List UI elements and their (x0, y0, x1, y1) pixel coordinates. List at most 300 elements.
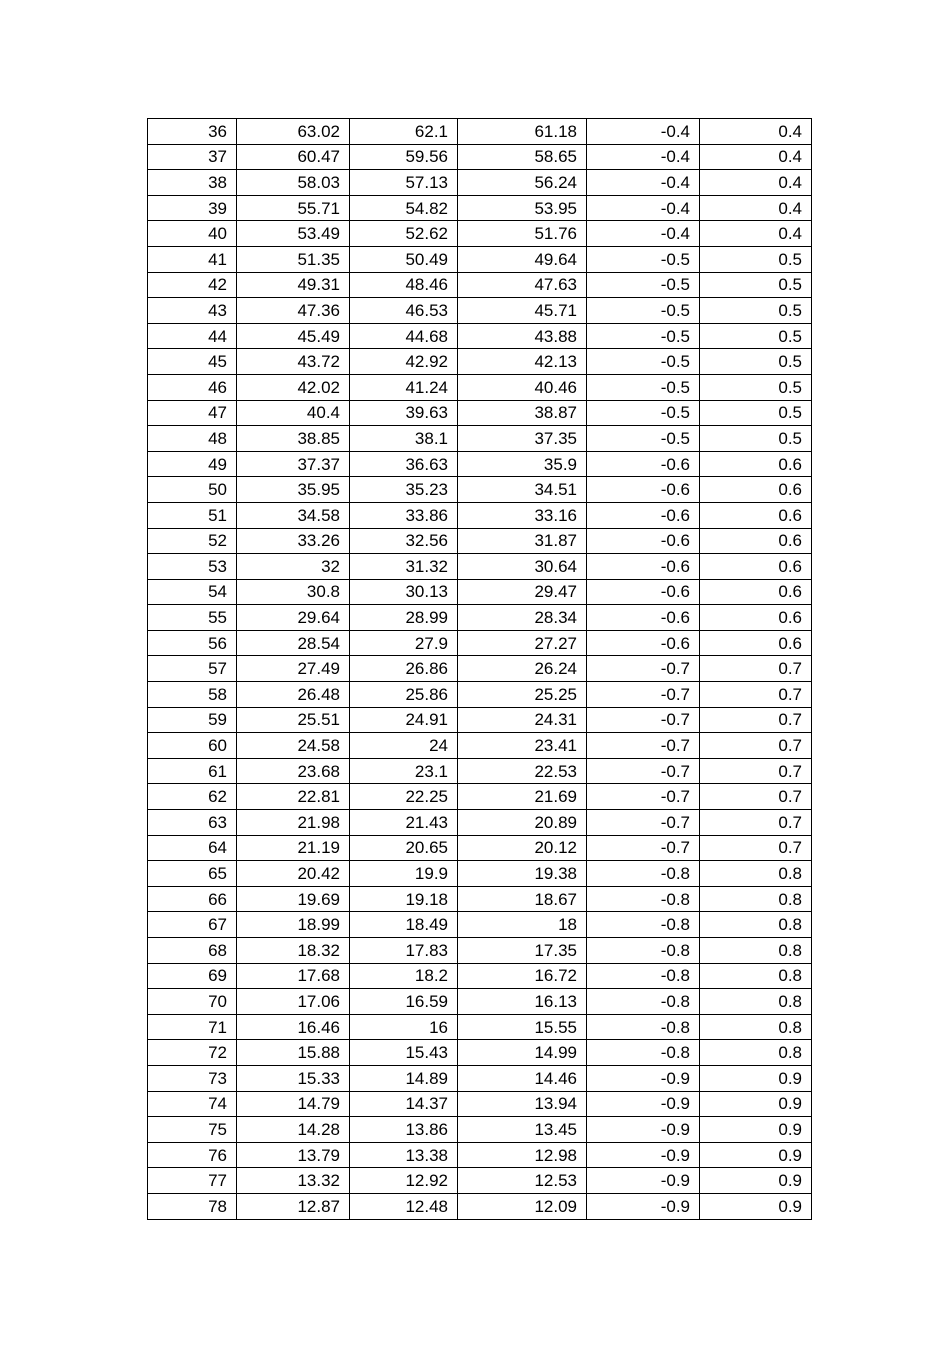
table-cell: 16 (350, 1014, 458, 1040)
table-cell: 54.82 (350, 195, 458, 221)
table-cell: 29.47 (458, 579, 587, 605)
table-cell: 63 (148, 810, 237, 836)
table-cell: 16.72 (458, 963, 587, 989)
table-cell: 77 (148, 1168, 237, 1194)
table-cell: -0.7 (587, 810, 700, 836)
table-row (148, 477, 812, 503)
table-cell: -0.7 (587, 733, 700, 759)
table-cell: -0.4 (587, 195, 700, 221)
table-cell: 0.6 (700, 630, 812, 656)
table-cell: 0.5 (700, 349, 812, 375)
table-cell: 41 (148, 246, 237, 272)
table-row (148, 886, 812, 912)
table-cell: 13.86 (350, 1117, 458, 1143)
table-cell: 38.87 (458, 400, 587, 426)
table-cell: 58.03 (237, 170, 350, 196)
table-cell: 59 (148, 707, 237, 733)
table-cell: 12.09 (458, 1193, 587, 1219)
table-cell: 14.46 (458, 1065, 587, 1091)
table-row (148, 1065, 812, 1091)
table-row (148, 810, 812, 836)
table-cell: 49.31 (237, 272, 350, 298)
table-row (148, 1091, 812, 1117)
table-cell: 48.46 (350, 272, 458, 298)
table-cell: 70 (148, 989, 237, 1015)
table-cell: -0.6 (587, 528, 700, 554)
table-cell: 58.65 (458, 144, 587, 170)
table-cell: 73 (148, 1065, 237, 1091)
table-cell: 18.67 (458, 886, 587, 912)
table-cell: 49 (148, 451, 237, 477)
table-cell: -0.7 (587, 758, 700, 784)
table-cell: 21.98 (237, 810, 350, 836)
table-cell: 56 (148, 630, 237, 656)
table-row (148, 374, 812, 400)
table-cell: -0.6 (587, 579, 700, 605)
table-cell: 69 (148, 963, 237, 989)
table-cell: 72 (148, 1040, 237, 1066)
table-cell: 0.7 (700, 656, 812, 682)
table-cell: 64 (148, 835, 237, 861)
table-cell: 0.7 (700, 784, 812, 810)
table-cell: 17.35 (458, 938, 587, 964)
table-cell: 76 (148, 1142, 237, 1168)
table-cell: 0.8 (700, 1040, 812, 1066)
table-cell: 12.87 (237, 1193, 350, 1219)
table-cell: -0.6 (587, 630, 700, 656)
table-cell: 53 (148, 554, 237, 580)
table-cell: 50.49 (350, 246, 458, 272)
table-cell: 35.9 (458, 451, 587, 477)
table-cell: -0.9 (587, 1117, 700, 1143)
table-cell: 18.99 (237, 912, 350, 938)
table-cell: 45.49 (237, 323, 350, 349)
table-cell: 26.24 (458, 656, 587, 682)
table-cell: -0.6 (587, 605, 700, 631)
table-cell: -0.9 (587, 1142, 700, 1168)
table-row (148, 246, 812, 272)
table-cell: -0.6 (587, 502, 700, 528)
table-cell: 42 (148, 272, 237, 298)
table-cell: 39 (148, 195, 237, 221)
table-cell: 21.19 (237, 835, 350, 861)
table-cell: 0.5 (700, 272, 812, 298)
table-row (148, 502, 812, 528)
table-cell: -0.5 (587, 349, 700, 375)
table-cell: 22.81 (237, 784, 350, 810)
table-row (148, 1040, 812, 1066)
table-cell: 15.88 (237, 1040, 350, 1066)
table-cell: 14.28 (237, 1117, 350, 1143)
table-cell: 61 (148, 758, 237, 784)
table-cell: 15.33 (237, 1065, 350, 1091)
table-cell: 0.4 (700, 170, 812, 196)
table-cell: 71 (148, 1014, 237, 1040)
table-cell: 62.1 (350, 119, 458, 145)
table-row (148, 1193, 812, 1219)
table-cell: 23.68 (237, 758, 350, 784)
table-cell: -0.8 (587, 938, 700, 964)
table-cell: 37.37 (237, 451, 350, 477)
table-cell: -0.8 (587, 861, 700, 887)
table-row (148, 835, 812, 861)
table-row (148, 707, 812, 733)
table-row (148, 784, 812, 810)
table-cell: 16.13 (458, 989, 587, 1015)
table-cell: 20.89 (458, 810, 587, 836)
table-cell: 45.71 (458, 298, 587, 324)
table-cell: 45 (148, 349, 237, 375)
table-cell: 33.26 (237, 528, 350, 554)
table-cell: 21.43 (350, 810, 458, 836)
table-cell: 0.6 (700, 605, 812, 631)
table-cell: 48 (148, 426, 237, 452)
table-cell: 26.86 (350, 656, 458, 682)
table-cell: -0.5 (587, 272, 700, 298)
table-row (148, 298, 812, 324)
table-row (148, 733, 812, 759)
table-cell: 66 (148, 886, 237, 912)
table-cell: 0.6 (700, 579, 812, 605)
table-cell: 20.42 (237, 861, 350, 887)
table-cell: 0.5 (700, 426, 812, 452)
table-cell: 57.13 (350, 170, 458, 196)
table-row (148, 272, 812, 298)
table-row (148, 938, 812, 964)
table-cell: -0.5 (587, 426, 700, 452)
table-cell: 27.9 (350, 630, 458, 656)
table-cell: 13.45 (458, 1117, 587, 1143)
table-cell: 0.8 (700, 989, 812, 1015)
table-cell: -0.6 (587, 451, 700, 477)
table-cell: 23.1 (350, 758, 458, 784)
table-body (148, 119, 812, 1220)
table-cell: 55 (148, 605, 237, 631)
table-cell: 0.6 (700, 477, 812, 503)
table-cell: -0.5 (587, 298, 700, 324)
table-cell: 42.13 (458, 349, 587, 375)
table-cell: -0.9 (587, 1065, 700, 1091)
table-cell: -0.7 (587, 784, 700, 810)
table-cell: 0.4 (700, 144, 812, 170)
table-row (148, 758, 812, 784)
table-cell: 24.31 (458, 707, 587, 733)
table-cell: -0.4 (587, 144, 700, 170)
table-cell: 25.25 (458, 682, 587, 708)
table-cell: 0.6 (700, 554, 812, 580)
table-row (148, 682, 812, 708)
table-cell: 0.8 (700, 886, 812, 912)
table-cell: -0.7 (587, 656, 700, 682)
table-cell: -0.5 (587, 323, 700, 349)
table-row (148, 400, 812, 426)
table-cell: 65 (148, 861, 237, 887)
table-cell: 58 (148, 682, 237, 708)
table-row (148, 912, 812, 938)
table-cell: 0.5 (700, 400, 812, 426)
table-cell: 0.4 (700, 119, 812, 145)
table-cell: 13.38 (350, 1142, 458, 1168)
table-cell: 23.41 (458, 733, 587, 759)
table-cell: 24.91 (350, 707, 458, 733)
table-cell: 75 (148, 1117, 237, 1143)
table-cell: 47 (148, 400, 237, 426)
table-cell: 0.9 (700, 1193, 812, 1219)
table-cell: 18 (458, 912, 587, 938)
table-row (148, 1014, 812, 1040)
table-row (148, 656, 812, 682)
table-cell: 0.8 (700, 912, 812, 938)
table-cell: 35.23 (350, 477, 458, 503)
table-cell: 0.8 (700, 1014, 812, 1040)
table-cell: 0.9 (700, 1065, 812, 1091)
table-cell: 53.95 (458, 195, 587, 221)
table-cell: 37 (148, 144, 237, 170)
table-cell: 43.88 (458, 323, 587, 349)
table-cell: 60 (148, 733, 237, 759)
table-row (148, 963, 812, 989)
table-cell: 18.2 (350, 963, 458, 989)
table-cell: 15.55 (458, 1014, 587, 1040)
table-cell: 0.7 (700, 733, 812, 759)
table-cell: 0.6 (700, 451, 812, 477)
table-cell: 21.69 (458, 784, 587, 810)
table-row (148, 349, 812, 375)
table-cell: 25.86 (350, 682, 458, 708)
table-row (148, 1168, 812, 1194)
table-cell: 78 (148, 1193, 237, 1219)
table-cell: -0.8 (587, 989, 700, 1015)
table-cell: 39.63 (350, 400, 458, 426)
table-cell: -0.9 (587, 1193, 700, 1219)
table-cell: 0.7 (700, 835, 812, 861)
table-cell: 38.85 (237, 426, 350, 452)
table-cell: 59.56 (350, 144, 458, 170)
table-cell: 61.18 (458, 119, 587, 145)
table-cell: 53.49 (237, 221, 350, 247)
table-cell: 29.64 (237, 605, 350, 631)
table-row (148, 426, 812, 452)
table-cell: 0.4 (700, 221, 812, 247)
table-cell: 31.87 (458, 528, 587, 554)
table-cell: 0.7 (700, 682, 812, 708)
table-cell: 49.64 (458, 246, 587, 272)
table-cell: 38 (148, 170, 237, 196)
table-cell: 12.53 (458, 1168, 587, 1194)
table-cell: 14.79 (237, 1091, 350, 1117)
table-cell: -0.9 (587, 1168, 700, 1194)
table-cell: -0.4 (587, 221, 700, 247)
table-cell: 17.68 (237, 963, 350, 989)
table-cell: 19.69 (237, 886, 350, 912)
table-cell: 50 (148, 477, 237, 503)
table-cell: -0.7 (587, 682, 700, 708)
table-cell: 24 (350, 733, 458, 759)
table-cell: 42.92 (350, 349, 458, 375)
table-cell: 52.62 (350, 221, 458, 247)
table-cell: 0.8 (700, 963, 812, 989)
table-cell: 42.02 (237, 374, 350, 400)
table-cell: 46 (148, 374, 237, 400)
table-cell: -0.8 (587, 1040, 700, 1066)
table-cell: 17.06 (237, 989, 350, 1015)
table-cell: 51.76 (458, 221, 587, 247)
table-cell: 16.46 (237, 1014, 350, 1040)
table-cell: -0.6 (587, 477, 700, 503)
table-cell: 28.34 (458, 605, 587, 631)
table-row (148, 630, 812, 656)
table-cell: 30.8 (237, 579, 350, 605)
table-row (148, 144, 812, 170)
table-cell: 37.35 (458, 426, 587, 452)
table-cell: 18.49 (350, 912, 458, 938)
table-cell: 0.9 (700, 1091, 812, 1117)
table-cell: 47.63 (458, 272, 587, 298)
table-cell: 0.9 (700, 1142, 812, 1168)
table-cell: -0.9 (587, 1091, 700, 1117)
table-row (148, 554, 812, 580)
table-cell: 41.24 (350, 374, 458, 400)
table-row (148, 1142, 812, 1168)
table-cell: 26.48 (237, 682, 350, 708)
table-cell: 31.32 (350, 554, 458, 580)
table-cell: 38.1 (350, 426, 458, 452)
table-cell: -0.8 (587, 912, 700, 938)
table-row (148, 861, 812, 887)
table-row (148, 989, 812, 1015)
table-cell: -0.8 (587, 1014, 700, 1040)
table-row (148, 170, 812, 196)
table-cell: 57 (148, 656, 237, 682)
table-cell: 74 (148, 1091, 237, 1117)
table-cell: -0.5 (587, 246, 700, 272)
table-cell: 43 (148, 298, 237, 324)
table-cell: 36.63 (350, 451, 458, 477)
table-cell: 0.7 (700, 707, 812, 733)
table-cell: 22.25 (350, 784, 458, 810)
table-row (148, 1117, 812, 1143)
table-cell: 24.58 (237, 733, 350, 759)
table-row (148, 579, 812, 605)
table-cell: 13.79 (237, 1142, 350, 1168)
table-row (148, 605, 812, 631)
table-cell: 34.51 (458, 477, 587, 503)
table-cell: 62 (148, 784, 237, 810)
table-cell: 36 (148, 119, 237, 145)
table-cell: 32 (237, 554, 350, 580)
table-cell: 56.24 (458, 170, 587, 196)
table-cell: -0.7 (587, 835, 700, 861)
table-cell: 0.8 (700, 938, 812, 964)
table-cell: 40.4 (237, 400, 350, 426)
table-cell: 0.7 (700, 758, 812, 784)
table-cell: -0.8 (587, 963, 700, 989)
table-cell: 30.13 (350, 579, 458, 605)
table-row (148, 119, 812, 145)
table-row (148, 323, 812, 349)
table-cell: -0.5 (587, 400, 700, 426)
table-cell: 54 (148, 579, 237, 605)
table-cell: 13.32 (237, 1168, 350, 1194)
table-cell: 63.02 (237, 119, 350, 145)
table-cell: 68 (148, 938, 237, 964)
table-cell: 0.6 (700, 502, 812, 528)
table-cell: -0.4 (587, 170, 700, 196)
table-cell: 0.6 (700, 528, 812, 554)
table-cell: 19.9 (350, 861, 458, 887)
table-cell: -0.5 (587, 374, 700, 400)
table-cell: 44 (148, 323, 237, 349)
table-cell: 27.49 (237, 656, 350, 682)
table-cell: 25.51 (237, 707, 350, 733)
table-cell: 0.5 (700, 323, 812, 349)
table-cell: 28.99 (350, 605, 458, 631)
table-cell: 30.64 (458, 554, 587, 580)
table-cell: 51 (148, 502, 237, 528)
table-cell: 20.65 (350, 835, 458, 861)
table-cell: 52 (148, 528, 237, 554)
table-cell: 55.71 (237, 195, 350, 221)
table-cell: 19.38 (458, 861, 587, 887)
table-cell: -0.6 (587, 554, 700, 580)
table-cell: 33.16 (458, 502, 587, 528)
table-cell: 14.99 (458, 1040, 587, 1066)
table-cell: 17.83 (350, 938, 458, 964)
table-cell: 44.68 (350, 323, 458, 349)
table-cell: 60.47 (237, 144, 350, 170)
table-cell: 40.46 (458, 374, 587, 400)
data-table (147, 118, 812, 1220)
table-cell: 20.12 (458, 835, 587, 861)
table-cell: 33.86 (350, 502, 458, 528)
table-cell: 12.48 (350, 1193, 458, 1219)
table-cell: 18.32 (237, 938, 350, 964)
table-row (148, 528, 812, 554)
table-cell: 15.43 (350, 1040, 458, 1066)
table-cell: 67 (148, 912, 237, 938)
table-cell: 14.89 (350, 1065, 458, 1091)
table-cell: 22.53 (458, 758, 587, 784)
table-cell: 32.56 (350, 528, 458, 554)
table-cell: 13.94 (458, 1091, 587, 1117)
table-cell: 0.5 (700, 246, 812, 272)
table-cell: 19.18 (350, 886, 458, 912)
table-cell: 34.58 (237, 502, 350, 528)
table-cell: 12.92 (350, 1168, 458, 1194)
table-cell: 16.59 (350, 989, 458, 1015)
table-cell: 0.5 (700, 374, 812, 400)
table-cell: -0.7 (587, 707, 700, 733)
table-cell: 51.35 (237, 246, 350, 272)
table-cell: 47.36 (237, 298, 350, 324)
table-cell: 0.9 (700, 1117, 812, 1143)
table-cell: -0.8 (587, 886, 700, 912)
table-cell: -0.4 (587, 119, 700, 145)
table-cell: 40 (148, 221, 237, 247)
table-cell: 0.4 (700, 195, 812, 221)
table-cell: 35.95 (237, 477, 350, 503)
table-row (148, 195, 812, 221)
table-cell: 0.5 (700, 298, 812, 324)
table-cell: 28.54 (237, 630, 350, 656)
table-cell: 0.8 (700, 861, 812, 887)
table-cell: 0.9 (700, 1168, 812, 1194)
table-cell: 0.7 (700, 810, 812, 836)
table-cell: 12.98 (458, 1142, 587, 1168)
table-cell: 27.27 (458, 630, 587, 656)
table-row (148, 221, 812, 247)
table-cell: 43.72 (237, 349, 350, 375)
